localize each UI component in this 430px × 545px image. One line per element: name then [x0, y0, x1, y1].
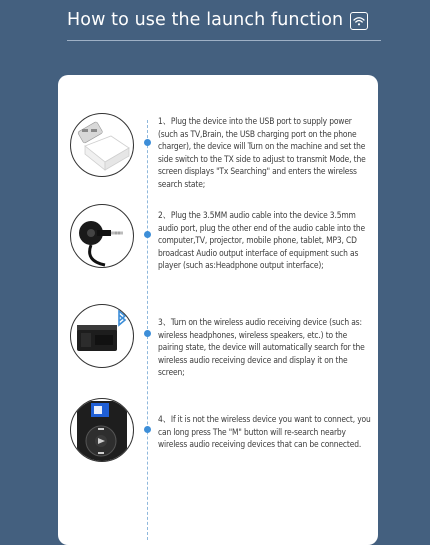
step-1-dot: [144, 139, 151, 146]
usb-transmitter-icon: [71, 114, 134, 177]
page-title: How to use the launch function: [67, 10, 344, 30]
step-2-dot: [144, 231, 151, 238]
step-3-text: 3、Turn on the wireless audio receiving device (such as: wireless headphones, wireless speakers, etc.) to the pairing state, the device will automatically search for the wireless audio receiving device and display it on the screen;: [158, 317, 365, 378]
title-underline: [67, 40, 381, 41]
step-3-image: [70, 304, 134, 368]
step-2-image: [70, 204, 134, 268]
step-1-image: [70, 113, 134, 177]
step-1-text: 1、Plug the device into the USB port to supply power (such as TV,Brain, the USB charging port on the phone charger), the device will Turn on the machine and set the side switch to the TX side to adjust to transmit Mode, the screen displays "Tx Searching" and enters the wireless search state;: [158, 116, 366, 189]
audio-cable-icon: [71, 205, 134, 268]
step-2-text: 2、Plug the 3.5MM audio cable into the device 3.5mm audio port, plug the other end of the audio cable into the computer,TV, projector, mobile phone, tablet, MP3, CD broadcast Audio output interface of equipment such as player (such as:Headphone output interface);: [158, 210, 365, 271]
bluetooth-speaker-icon: [71, 305, 134, 368]
step-3-dot: [144, 330, 151, 337]
step-4-text: 4、If it is not the wireless device you want to connect, you can long press The "M" button will re-search nearby wireless audio receiving devices that can be connected.: [158, 414, 371, 450]
device-buttons-icon: [71, 399, 134, 462]
wifi-icon: [352, 14, 366, 28]
step-4-image: [70, 398, 134, 462]
step-4-dot: [144, 426, 151, 433]
wifi-badge: [350, 12, 368, 30]
